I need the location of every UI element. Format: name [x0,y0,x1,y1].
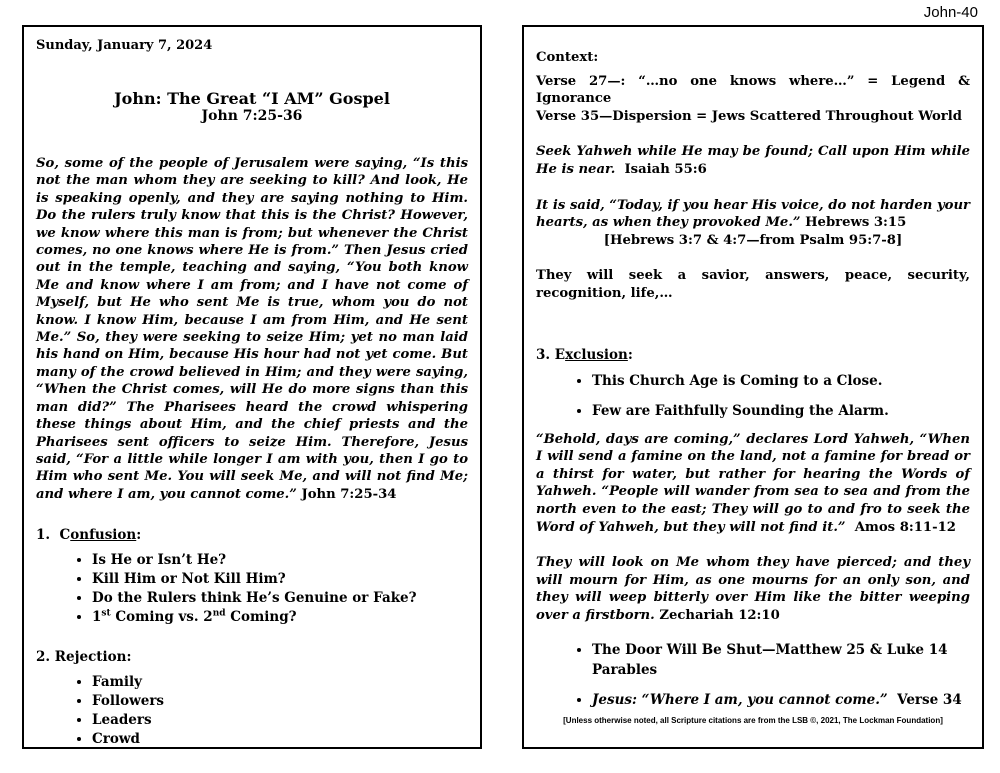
zechariah-block [536,554,970,624]
section-1-title: onfusion [70,527,137,544]
list-item [592,690,970,710]
section-2-heading: 2. Rejection: [36,649,132,666]
sermon-title: John: The Great “I AM” Gospel [114,89,390,108]
section-3-list [536,371,970,421]
zechariah-quote: They will look on Me whom they have pierced; and they will mourn for Him, as one mourns for an only son, and they will weep bitterly over Him like the bitter weeping over a firstborn. [536,555,970,623]
list-item: • The Door Will Be Shut—Matthew 25 & Luke 14 Parables [592,640,970,680]
hebrews-ref: Hebrews 3:15 [805,215,907,231]
isaiah-ref: Isaiah 55:6 [624,161,707,177]
list-item: • Few are Faithfully Sounding the Alarm. [592,401,970,421]
list-item: • Leaders [92,711,468,730]
left-panel [22,25,482,749]
list-item: • This Church Age is Coming to a Close. [592,371,970,391]
context-line: Verse 35—Dispersion = Jews Scattered Throughout World [536,108,962,124]
amos-ref: Amos 8:11-12 [854,519,956,535]
hebrews-block [536,197,970,232]
section-1-initial: C [59,527,71,544]
zechariah-ref: Zechariah 12:10 [659,607,780,623]
page-id: John-40 [923,4,978,21]
section-3-initial: E [554,346,566,363]
list-item: • Kill Him or Not Kill Him? [92,570,468,589]
context-line: Verse 27—: “…no one knows where…” = Legend & Ignorance [536,73,970,107]
passage-text: So, some of the people of Jerusalem were saying, “Is this not the man whom they are seeking to kill? And look, He is speaking openly, and they are saying nothing to Him. Do the rulers truly know that this is the Christ? However, we know where this man is from; but whenever the Christ comes, no one knows where He is from.” Then Jesus cried out in the temple, teaching and saying, “You both know Me and know where I am from; and I have not come of Myself, but He who sent Me is true, whom you do not know. I know Him, because I am from Him, and He sent Me.” So, they were seeking to seize Him; yet no man laid his hand on Him, because His hour had not yet come. But many of the crowd believed in Him; and they were saying, “When the Christ comes, will He do more signs than this man did?” The Pharisees heard the crowd whispering these things about Him, and the chief priests and the Pharisees sent officers to seize Him. Therefore, Jesus said, “For a little while longer I am with you, then I go to Him who sent Me. You will seek Me, and will not find Me; and where I am, you cannot come.” [36,156,468,502]
jesus-quote: Jesus: “Where I am, you cannot come.” [592,692,888,709]
list-item: • Family [92,673,468,692]
section-1-number: 1. [36,527,51,544]
hebrews-quote: It is said, “Today, if you hear His voice, do not harden your hearts, as when they provoked Me.” [536,197,970,231]
final-list [536,640,970,710]
section-1-list [36,551,468,627]
isaiah-quote: Seek Yahweh while He may be found; Call upon Him while He is near. [536,144,970,177]
context-label: Context: [536,50,599,65]
list-item: • Crowd [92,730,468,749]
sermon-date: Sunday, January 7, 2024 [36,38,213,53]
seek-text: They will seek a savior, answers, peace, security, recognition, life,… [536,268,970,301]
list-item: • Followers [92,692,468,711]
amos-quote: “Behold, days are coming,” declares Lord Yahweh, “When I will send a famine on the land, not a famine for bread or a thirst for water, but rather for hearing the Words of Yahweh. “People will wander from sea to sea and from the north even to the east; They will go to and fro to seek the Word of Yahweh, but they will not find it.” [536,431,970,535]
section-1-colon: : [136,527,142,544]
right-panel [522,25,984,749]
jesus-ref: Verse 34 [897,692,962,709]
list-item: • 1st Coming vs. 2nd Coming? [92,608,468,627]
isaiah-block [536,143,970,178]
sermon-subtitle: John 7:25-36 [201,108,303,124]
section-3-number: 3. [536,346,555,363]
list-item: • Is He or Isn’t He? [92,551,468,570]
hebrews-cross-ref: [Hebrews 3:7 & 4:7—from Psalm 95:7-8] [603,232,903,248]
amos-block [536,431,970,537]
scripture-passage [36,155,468,503]
section-1-heading [36,527,468,543]
passage-ref: John 7:25-34 [301,486,397,502]
section-3-colon: : [627,346,633,363]
section-2-list [36,673,468,749]
section-3-heading [536,347,970,363]
list-item: • Do the Rulers think He’s Genuine or Fake? [92,589,468,608]
scripture-footnote: [Unless otherwise noted, all Scripture citations are from the LSB ©, 2021, The Lockman Foundation] [563,716,943,725]
section-3-title: xclusion [565,346,628,363]
